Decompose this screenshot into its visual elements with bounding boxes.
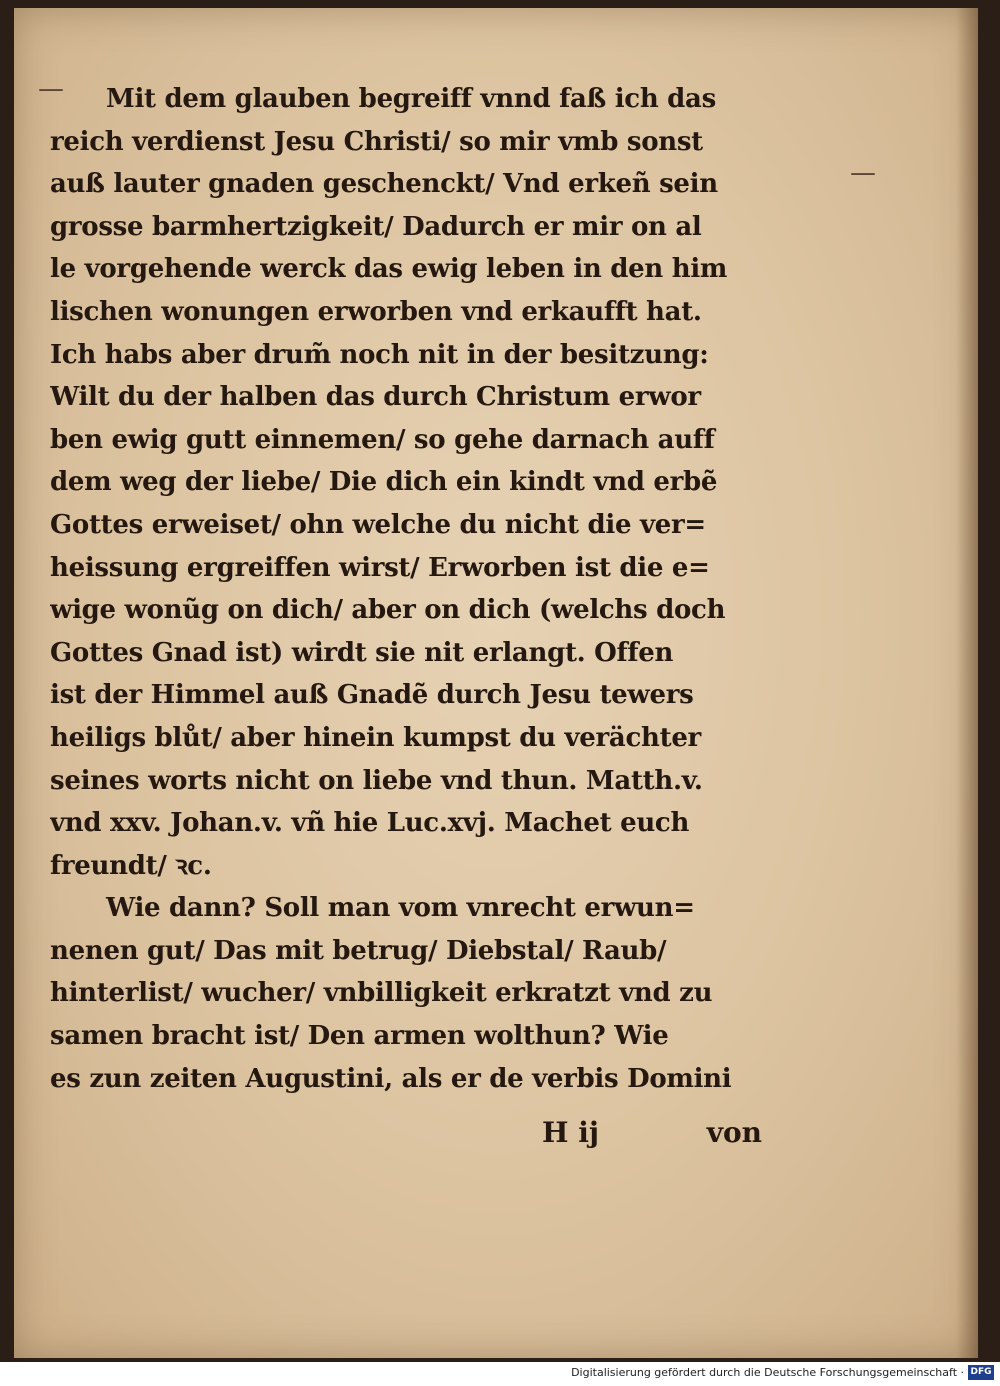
book-page xyxy=(14,8,978,1358)
text-line: freundt/ ꝛc. xyxy=(50,850,212,881)
text-line: hinterlist/ wucher/ vnbilligkeit erkratzt vnd zu xyxy=(50,978,713,1009)
text-line: Ich habs aber drum̃ noch nit in der besitzung: xyxy=(50,339,709,370)
text-line: grosse barmhertzigkeit/ Dadurch er mir on al xyxy=(50,211,702,242)
margin-mark-left: — xyxy=(38,74,64,104)
text-line: ist der Himmel auß Gnadẽ durch Jesu tewers xyxy=(50,680,694,711)
catchword: von xyxy=(706,1115,762,1149)
page-edge-shadow xyxy=(956,8,978,1358)
text-line: dem weg der liebe/ Die dich ein kindt vnd erbẽ xyxy=(50,467,718,498)
page-footer xyxy=(542,1110,762,1154)
text-line: heiligs blůt/ aber hinein kumpst du verächter xyxy=(50,722,701,753)
text-line: es zun zeiten Augustini, als er de verbis Domini xyxy=(50,1063,732,1094)
text-line: samen bracht ist/ Den armen wolthun? Wie xyxy=(50,1021,669,1052)
text-line: heissung ergreiffen wirst/ Erworben ist die e= xyxy=(50,552,710,583)
text-line: Gottes erweiset/ ohn welche du nicht die ver= xyxy=(50,509,706,540)
text-line: Wilt du der halben das durch Christum erwor xyxy=(50,382,701,413)
text-line: Wie dann? Soll man vom vnrecht erwun= xyxy=(106,893,695,924)
text-line: wige wonũg on dich/ aber on dich (welchs doch xyxy=(50,595,726,626)
text-line: Gottes Gnad ist) wirdt sie nit erlangt. Offen xyxy=(50,637,674,668)
signature-mark: H ij xyxy=(542,1115,599,1149)
text-line: ben ewig gutt einnemen/ so gehe darnach auff xyxy=(50,424,715,455)
body-text xyxy=(50,78,770,1100)
text-line: lischen wonungen erworben vnd erkaufft hat. xyxy=(50,296,702,327)
text-line: seines worts nicht on liebe vnd thun. Matth.v. xyxy=(50,765,703,796)
text-line: auß lauter gnaden geschenckt/ Vnd erkeñ sein xyxy=(50,169,718,200)
dfg-logo: DFG xyxy=(968,1365,994,1380)
funding-credit: Digitalisierung gefördert durch die Deutsche Forschungsgemeinschaft · xyxy=(571,1366,964,1379)
text-line: nenen gut/ Das mit betrug/ Diebstal/ Raub/ xyxy=(50,935,667,966)
text-line: vnd xxv. Johan.v. vñ hie Luc.xvj. Machet euch xyxy=(50,808,690,839)
text-line: reich verdienst Jesu Christi/ so mir vmb sonst xyxy=(50,126,703,157)
text-line: Mit dem glauben begreiff vnnd faß ich das xyxy=(106,84,716,114)
margin-mark-right: — xyxy=(850,158,876,188)
text-line: le vorgehende werck das ewig leben in den him xyxy=(50,254,728,285)
